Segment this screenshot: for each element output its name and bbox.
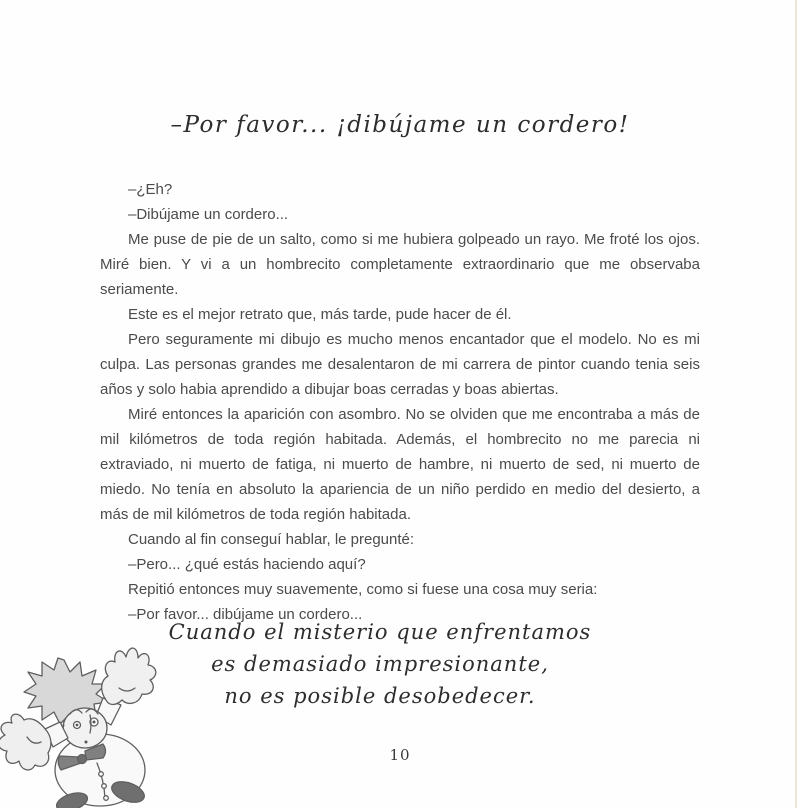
page-number: 10 [389,746,411,764]
paragraph-dialogue: –Pero... ¿qué estás haciendo aquí? [128,556,366,573]
paragraph: Cuando al fin conseguí hablar, le pregunté: [128,531,415,548]
little-prince-illustration [0,630,180,808]
quote-line: Cuando el misterio que enfrentamos [168,620,592,644]
paragraph: Repitió entonces muy suavemente, como si fuese una cosa muy seria: [128,581,598,598]
paragraph: Miré entonces la aparición con asombro. No se olviden que me encontraba a más de mil kilómetros de toda región habitada. Además, el hombrecito no me parecia ni extraviado, ni muerto de fatiga, ni muerto de hambre, ni muerto de sed, ni muerto de miedo. No tenía en absoluto la apariencia de un niño perdido en medio del desierto, a más de mil kilómetros de toda región habitada. [100,406,700,523]
quote-line: es demasiado impresionante, [211,652,549,676]
body-text-block [100,177,700,627]
paragraph-dialogue: –Por favor... dibújame un cordero... [128,606,363,623]
paragraph-dialogue: –¿Eh? [128,181,173,198]
paragraph-dialogue: –Dibújame un cordero... [128,206,289,223]
paragraph: Este es el mejor retrato que, más tarde, pude hacer de él. [128,306,512,323]
chapter-title: –Por favor... ¡dibújame un cordero! [170,112,630,138]
paragraph: Me puse de pie de un salto, como si me hubiera golpeado un rayo. Me froté los ojos. Miré bien. Y vi a un hombrecito completamente extraordinario que me observaba seriamente. [100,231,700,298]
little-prince-character-icon [0,630,180,808]
quote-line: no es posible desobedecer. [224,684,536,708]
paragraph: Pero seguramente mi dibujo es mucho menos encantador que el modelo. No es mi culpa. Las personas grandes me desalentaron de mi carrera de pintor cuando tenia seis años y solo habia aprendido a dibujar boas cerradas y boas abiertas. [100,331,700,398]
